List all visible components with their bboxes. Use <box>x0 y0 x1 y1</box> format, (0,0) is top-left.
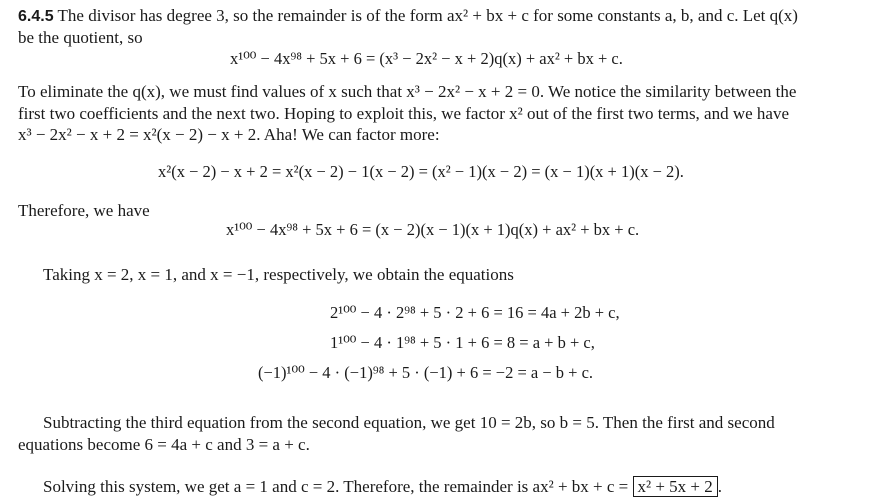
p1-line1-text: The divisor has degree 3, so the remainder is of the form ax² + bx + c for some constants a, b, and c. Let q(x) <box>57 6 798 25</box>
boxed-answer: x² + 5x + 2 <box>633 476 718 497</box>
equation-2: x²(x − 2) − x + 2 = x²(x − 2) − 1(x − 2) = (x² − 1)(x − 2) = (x − 1)(x + 1)(x − 2). <box>158 162 684 181</box>
p6-line1-text: Solving this system, we get a = 1 and c = 2. Therefore, the remainder is ax² + bx + c = <box>43 477 629 496</box>
equation-3: x¹⁰⁰ − 4x⁹⁸ + 5x + 6 = (x − 2)(x − 1)(x + 1)q(x) + ax² + bx + c. <box>226 220 640 239</box>
equation-4b: 1¹⁰⁰ − 4 · 1⁹⁸ + 5 · 1 + 6 = 8 = a + b + c, <box>330 333 595 352</box>
paragraph-6-line-1 <box>43 477 722 497</box>
paragraph-2-line-3: x³ − 2x² − x + 2 = x²(x − 2) − x + 2. Aha! We can factor more: <box>18 125 440 144</box>
paragraph-5-line-1: Subtracting the third equation from the second equation, we get 10 = 2b, so b = 5. Then the first and second <box>43 413 775 432</box>
equation-1: x¹⁰⁰ − 4x⁹⁸ + 5x + 6 = (x³ − 2x² − x + 2)q(x) + ax² + bx + c. <box>230 49 623 68</box>
paragraph-2-line-2: first two coefficients and the next two. Hoping to exploit this, we factor x² out of the first two terms, and we have <box>18 104 790 123</box>
equation-4a: 2¹⁰⁰ − 4 · 2⁹⁸ + 5 · 2 + 6 = 16 = 4a + 2b + c, <box>330 303 620 322</box>
equation-4c: (−1)¹⁰⁰ − 4 · (−1)⁹⁸ + 5 · (−1) + 6 = −2 = a − b + c. <box>258 363 594 382</box>
paragraph-1-line-1 <box>18 6 798 27</box>
paragraph-3-line-1: Therefore, we have <box>18 201 150 220</box>
paragraph-4-line-1: Taking x = 2, x = 1, and x = −1, respectively, we obtain the equations <box>43 265 514 284</box>
paragraph-1-line-2: be the quotient, so <box>18 28 143 47</box>
section-number: 6.4.5 <box>18 8 54 25</box>
final-period: . <box>717 477 723 496</box>
paragraph-2-line-1: To eliminate the q(x), we must find values of x such that x³ − 2x² − x + 2 = 0. We notice the similarity between the <box>18 82 797 101</box>
paragraph-5-line-2: equations become 6 = 4a + c and 3 = a + c. <box>18 435 310 454</box>
